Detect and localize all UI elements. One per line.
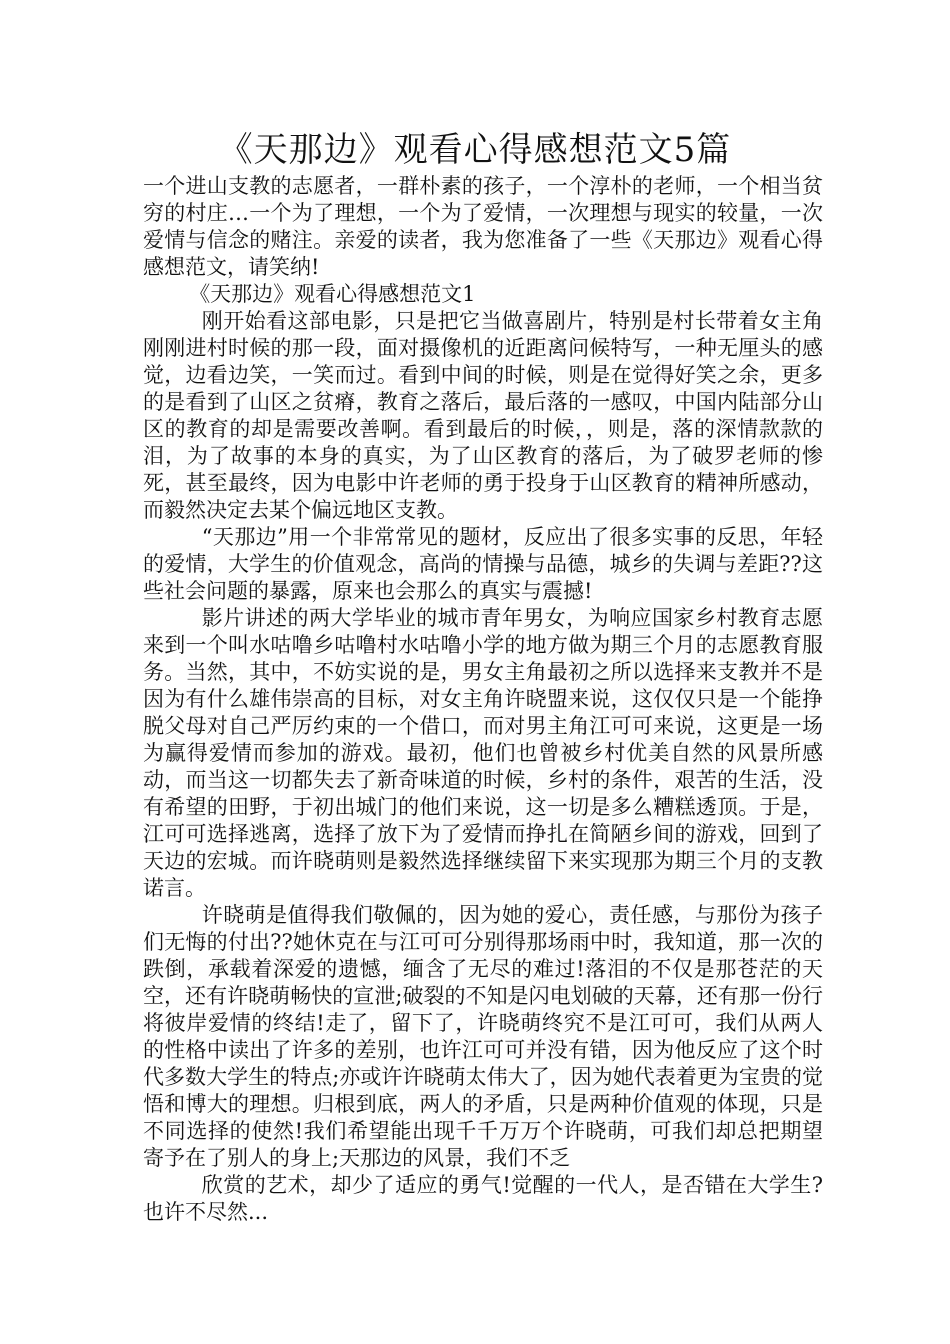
document-body (143, 173, 823, 1226)
body-paragraph: 刚开始看这部电影，只是把它当做喜剧片，特别是村长带着女主角刚刚进村时候的那一段，面对摄像机的近距离问候特写，一种无厘头的感觉，边看边笑，一笑而过。看到中间的时候，则是在觉得好笑之余，更多的是看到了山区之贫瘠，教育之落后，最后落的一感叹，中国内陆部分山区的教育的却是需要改善啊。看到最后的时候，，则是，落的深情款款的泪，为了故事的本身的真实，为了山区教育的落后，为了破罗老师的惨死，甚至最终，因为电影中许老师的勇于投身于山区教育的精神所感动，而毅然决定去某个偏远地区支教。 (143, 309, 823, 522)
body-paragraph: 欣赏的艺术，却少了适应的勇气!觉醒的一代人，是否错在大学生?也许不尽然... (143, 1173, 823, 1224)
section-heading: 《天那边》观看心得感想范文1 (189, 282, 476, 306)
body-paragraph: 许晓萌是值得我们敬佩的，因为她的爱心，责任感，与那份为孩子们无悔的付出??她休克在与江可可分别得那场雨中时，我知道，那一次的跌倒，承载着深爱的遗憾，缅含了无尽的难过!落泪的不仅是那苍茫的天空，还有许晓萌畅快的宣泄;破裂的不知是闪电划破的天幕，还有那一份行将彼岸爱情的终结!走了，留下了，许晓萌终究不是江可可，我们从两人的性格中读出了许多的差别，也许江可可并没有错，因为他反应了这个时代多数大学生的特点;亦或许许晓萌太伟大了，因为她代表着更为宝贵的觉悟和博大的理想。归根到底，两人的矛盾，只是两种价值观的体现，只是不同选择的使然!我们希望能出现千千万万个许晓萌，可我们却总把期望寄予在了别人的身上;天那边的风景，我们不乏 (143, 903, 823, 1170)
body-paragraph: 影片讲述的两大学毕业的城市青年男女，为响应国家乡村教育志愿来到一个叫水咕噜乡咕噜村水咕噜小学的地方做为期三个月的志愿教育服务。当然，其中，不妨实说的是，男女主角最初之所以选择来支教并不是因为有什么雄伟崇高的目标，对女主角许晓盟来说，这仅仅只是一个能挣脱父母对自己严厉约束的一个借口，而对男主角江可可来说，这更是一场为赢得爱情而参加的游戏。最初，他们也曾被乡村优美自然的风景所感动，而当这一切都失去了新奇味道的时候，乡村的条件，艰苦的生活，没有希望的田野，于初出城门的他们来说，这一切是多么糟糕透顶。于是，江可可选择逃离，选择了放下为了爱情而挣扎在简陋乡间的游戏，回到了天边的宏城。而许晓萌则是毅然选择继续留下来实现那为期三个月的支教诺言。 (143, 606, 823, 900)
page-title: 《天那边》观看心得感想范文5篇 (218, 130, 732, 170)
intro-paragraph: 一个进山支教的志愿者，一群朴素的孩子，一个淳朴的老师，一个相当贫穷的村庄…一个为了理想，一个为了爱情，一次理想与现实的较量，一次爱情与信念的赌注。亲爱的读者，我为您准备了一些《天那边》观看心得感想范文，请笑纳! (143, 174, 823, 279)
body-paragraph: “天那边”用一个非常常见的题材，反应出了很多实事的反思，年轻的爱情，大学生的价值观念，高尚的情操与品德，城乡的失调与差距??这些社会问题的暴露，原来也会那么的真实与震撼! (143, 525, 823, 603)
